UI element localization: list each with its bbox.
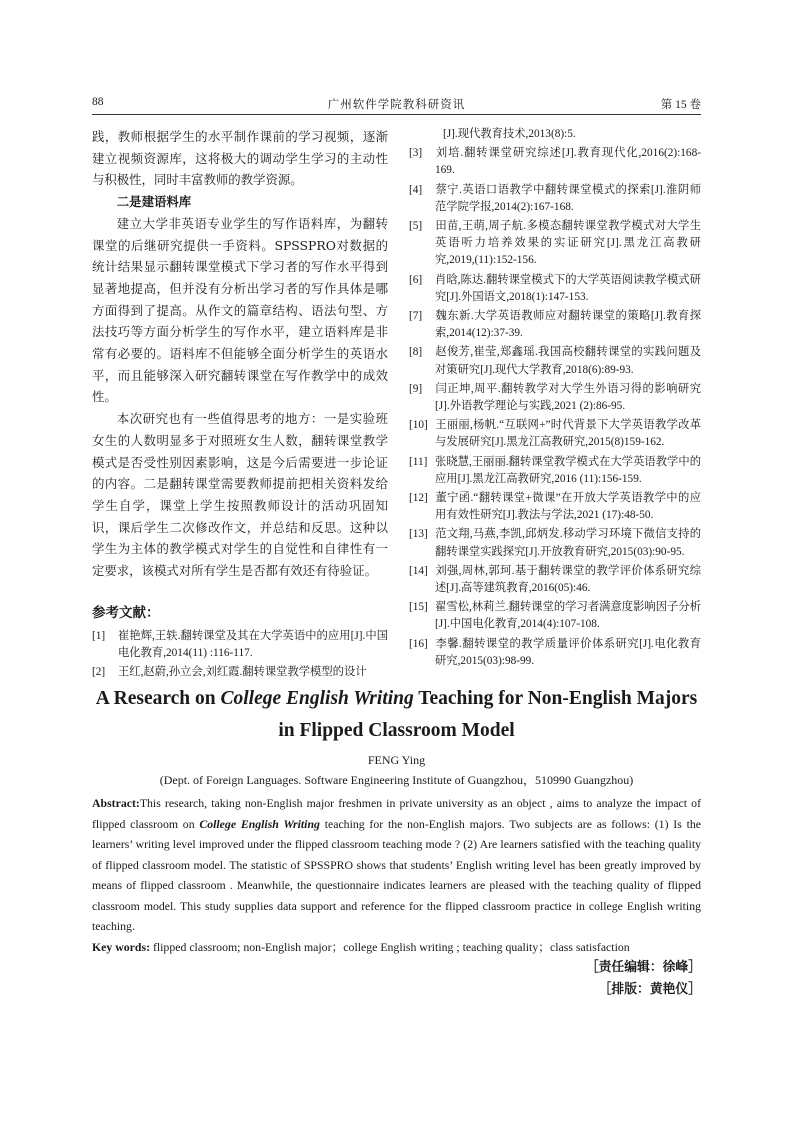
section-subheading: 二是建语料库 bbox=[116, 194, 192, 210]
body-paragraph-3: 本次研究也有一些值得思考的地方：一是实验班女生的人数明显多于对照班女生人数，翻转课堂教学模式是否受性别因素影响，这是今后需要进一步论证的内容。二是翻转课堂需要教师提前把相关资料发给学生自学，课堂上学生按照教师设计的活动巩固知识，课后学生二次修改作文，并总结和反思。这种以学生为主体的教学模式对学生的自觉性和自律性有一定要求，该模式对所有学生是否都有效还有待验证。 bbox=[92, 411, 388, 579]
body-paragraph-2: 建立大学非英语专业学生的写作语料库，为翻转课堂的后继研究提供一手资料。SPSSPRO对数据的统计结果显示翻转课堂模式下学习者的写作水平得到显著地提高，但并没有分析出学习者的写作具体是哪方面得到了提高。从作文的篇章结构、语法句型、方法技巧等方面分析学生的写作水平，建立语料库是非常有必要的。语料库不但能够全面分析学生的英语水平，而且能够深入研究翻转课堂在写作教学中的成效性。 bbox=[92, 215, 388, 405]
reference-item: [7] 魏东新.大学英语教师应对翻转课堂的策略[J].教育探索,2014(12):37-39. bbox=[409, 310, 701, 340]
body-paragraph-1: 践，教师根据学生的水平制作课前的学习视频，逐渐建立视频资源库，这将极大的调动学生学习的主动性与积极性，同时丰富教师的教学资源。 bbox=[92, 129, 388, 188]
english-title: A Research on College English Writing Teaching for Non-English Majors in Flipped Classroom Model bbox=[95, 688, 698, 741]
reference-item: [1] 崔艳辉,王轶.翻转课堂及其在大学英语中的应用[J].中国电化教育,2014(11) :116-117. bbox=[92, 629, 388, 659]
layout-credit: ［排版：黄艳仪］ bbox=[598, 981, 701, 997]
abstract-text: Abstract:This research, taking non-English major freshmen in private university as an object , aims to analyze the impact of flipped classroom on College English Writing teaching for the non-English majors. Two subjects are as follows: (1) Is the learners’ writing level improved under the flipped classroom teaching mode ? (2) Are learners satisfied with the teaching quality of flipped classroom model. The statistic of SPSSPRO shows that students’ English writing level has been greatly improved by means of flipped classroom . Meanwhile, the questionnaire indicates learners are pleased with the teaching quality of flipped classroom model. This study supplies data support and reference for the flipped classroom practice in college English writing teaching. bbox=[92, 796, 701, 933]
volume-label: 第 15 卷 bbox=[660, 99, 701, 111]
reference-item: [5] 田苗,王萌,周子航.多模态翻转课堂教学模式对大学生英语听力培养效果的实证研究[J].黑龙江高教研究,2019,(11):152-156. bbox=[409, 220, 701, 267]
reference-item: [14] 刘强,周林,郭珂.基于翻转课堂的教学评价体系研究综述[J].高等建筑教育,2016(05):46. bbox=[409, 564, 701, 595]
reference-item: [13] 范文翔,马燕,李凯,邱炳发.移动学习环境下微信支持的翻转课堂实践探究[J].开放教育研究,2015(03):90-95. bbox=[409, 528, 701, 558]
running-header bbox=[92, 94, 701, 115]
english-abstract-block bbox=[92, 683, 701, 1001]
reference-continuation: [J].现代教育技术,2013(8):5. bbox=[443, 128, 576, 140]
references-heading: 参考文献： bbox=[92, 604, 160, 621]
keywords-line: Key words: flipped classroom; non-English major；college English writing ; teaching quality；class satisfaction bbox=[92, 939, 630, 954]
reference-item: [6] 肖晗,陈达.翻转课堂模式下的大学英语阅读教学模式研究[J].外国语文,2018(1):147-153. bbox=[409, 273, 701, 303]
reference-item: [8] 赵俊芳,崔莹,郑鑫瑶.我国高校翻转课堂的实践问题及对策研究[J].现代大学教育,2018(6):89-93. bbox=[409, 346, 701, 376]
author-name: FENG Ying bbox=[367, 753, 426, 767]
author-affiliation: (Dept. of Foreign Languages. Software Engineering Institute of Guangzhou，510990 Guangzhou) bbox=[159, 773, 634, 787]
reference-item: [16] 李馨.翻转课堂的教学质量评价体系研究[J].电化教育研究,2015(03):98-99. bbox=[409, 637, 701, 667]
reference-item: [10] 王丽丽,杨帆.“互联网+”时代背景下大学英语教学改革与发展研究[J].黑龙江高教研究,2015(8)159-162. bbox=[409, 419, 701, 449]
reference-item: [3] 刘培.翻转课堂研究综述[J].教育现代化,2016(2):168-169. bbox=[409, 147, 701, 177]
journal-name: 广州软件学院教科研资讯 bbox=[327, 99, 466, 111]
reference-item: [11] 张晓慧,王丽丽.翻转课堂教学模式在大学英语教学中的应用[J].黑龙江高教研究,2016 (11):156-159. bbox=[409, 455, 701, 485]
page-number: 88 bbox=[92, 96, 104, 108]
editor-credit: ［责任编辑：徐峰］ bbox=[585, 959, 701, 975]
reference-item: [2] 王红,赵蔚,孙立会,刘红霞.翻转课堂教学模型的设计 bbox=[92, 666, 367, 679]
left-column bbox=[92, 126, 388, 683]
reference-item: [12] 董宁函.“翻转课堂+微课”在开放大学英语教学中的应用有效性研究[J].教法与学法,2021 (17):48-50. bbox=[409, 492, 701, 522]
reference-item: [15] 翟雪松,林莉兰.翻转课堂的学习者满意度影响因子分析[J].中国电化教育,2014(4):107-108. bbox=[409, 601, 701, 631]
reference-item: [4] 蔡宁.英语口语教学中翻转课堂模式的探索[J].淮阴师范学院学报,2014(2):167-168. bbox=[409, 183, 701, 213]
reference-item: [9] 闫正坤,周平.翻转教学对大学生外语习得的影响研究[J].外语教学理论与实践,2021 (2):86-95. bbox=[409, 382, 701, 413]
right-column bbox=[409, 126, 701, 672]
